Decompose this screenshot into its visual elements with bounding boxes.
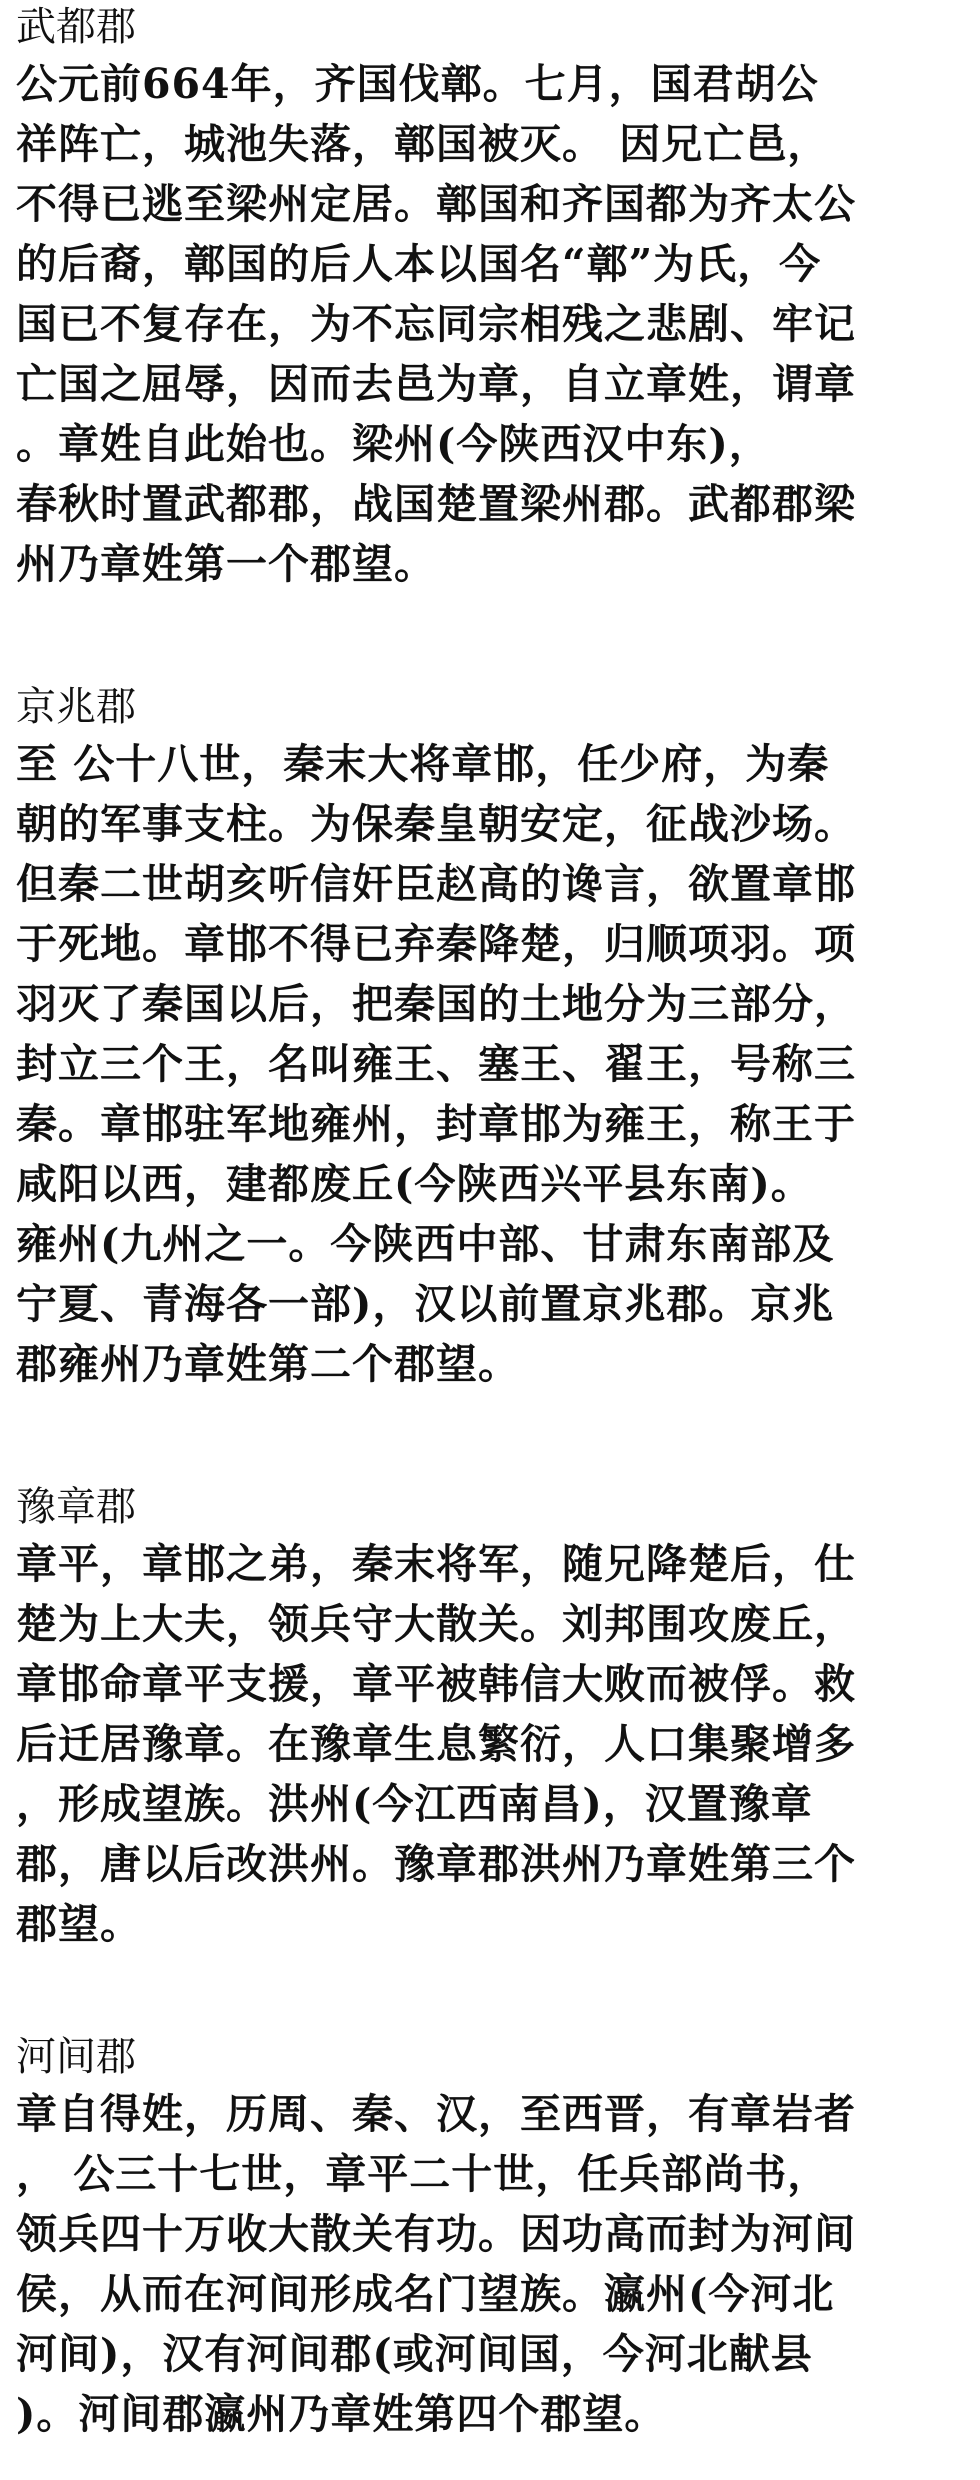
text-line: 但秦二世胡亥听信奸臣赵高的谗言，欲置章邯 bbox=[16, 860, 856, 908]
text-line: 咸阳以西，建都废丘(今陕西兴平县东南)。 bbox=[16, 1160, 813, 1208]
text-line: 不得已逃至梁州定居。鄣国和齐国都为齐太公 bbox=[16, 180, 856, 228]
text-line: 章平，章邯之弟，秦末将军，随兄降楚后，仕 bbox=[16, 1540, 856, 1588]
text-line: 封立三个王，名叫雍王、塞王、翟王，号称三 bbox=[16, 1040, 856, 1088]
text-line: 领兵四十万收大散关有功。因功高而封为河间 bbox=[16, 2210, 856, 2258]
section-title: 武都郡 bbox=[16, 4, 136, 50]
text-line: 。章姓自此始也。梁州(今陕西汉中东)， bbox=[16, 420, 771, 468]
text-line: 的后裔，鄣国的后人本以国名“鄣”为氏，今 bbox=[16, 240, 822, 288]
text-line: 郡，唐以后改洪州。豫章郡洪州乃章姓第三个 bbox=[16, 1840, 856, 1888]
section-jingzhao bbox=[16, 680, 966, 1394]
text-line: 宁夏、青海各一部)，汉以前置京兆郡。京兆 bbox=[16, 1280, 835, 1328]
text-line: 州乃章姓第一个郡望。 bbox=[16, 540, 436, 588]
text-line: 朝的军事支柱。为保秦皇朝安定，征战沙场。 bbox=[16, 800, 856, 848]
section-title: 豫章郡 bbox=[16, 1484, 136, 1530]
text-line: 于死地。章邯不得已弃秦降楚，归顺项羽。项 bbox=[16, 920, 856, 968]
section-yuzhang bbox=[16, 1480, 966, 1954]
text-line: )。河间郡瀛州乃章姓第四个郡望。 bbox=[16, 2390, 667, 2438]
text-line: 春秋时置武都郡，战国楚置梁州郡。武都郡梁 bbox=[16, 480, 856, 528]
text-line: 郡雍州乃章姓第二个郡望。 bbox=[16, 1340, 520, 1388]
section-wudu bbox=[16, 0, 966, 594]
text-line: ， 公三十七世，章平二十世，任兵部尚书， bbox=[16, 2150, 830, 2198]
text-line: 至 公十八世，秦末大将章邯，任少府，为秦 bbox=[16, 740, 830, 788]
text-line: 河间)，汉有河间郡(或河间国，今河北献县 bbox=[16, 2330, 813, 2378]
section-hejian bbox=[16, 2030, 966, 2444]
text-line: 章邯命章平支援，章平被韩信大败而被俘。救 bbox=[16, 1660, 856, 1708]
text-line: ，形成望族。洪州(今江西南昌)，汉置豫章 bbox=[16, 1780, 813, 1828]
text-line: 祥阵亡，城池失落，鄣国被灭。 因兄亡邑， bbox=[16, 120, 830, 168]
text-line: 楚为上大夫，领兵守大散关。刘邦围攻废丘， bbox=[16, 1600, 856, 1648]
text-line: 侯，从而在河间形成名门望族。瀛州(今河北 bbox=[16, 2270, 835, 2318]
text-line: 章自得姓，历周、秦、汉，至西晋，有章岩者 bbox=[16, 2090, 856, 2138]
text-line: 后迁居豫章。在豫章生息繁衍，人口集聚增多 bbox=[16, 1720, 856, 1768]
text-line: 羽灭了秦国以后，把秦国的土地分为三部分， bbox=[16, 980, 856, 1028]
text-line: 雍州(九州之一。今陕西中部、甘肃东南部及 bbox=[16, 1220, 835, 1268]
text-line: 公元前664年，齐国伐鄣。七月，国君胡公 bbox=[16, 60, 819, 108]
text-line: 国已不复存在，为不忘同宗相残之悲剧、牢记 bbox=[16, 300, 856, 348]
text-line: 亡国之屈辱，因而去邑为章，自立章姓，谓章 bbox=[16, 360, 856, 408]
section-title: 河间郡 bbox=[16, 2034, 136, 2080]
text-line: 郡望。 bbox=[16, 1900, 142, 1948]
text-line: 秦。章邯驻军地雍州，封章邯为雍王，称王于 bbox=[16, 1100, 856, 1148]
section-title: 京兆郡 bbox=[16, 684, 136, 730]
